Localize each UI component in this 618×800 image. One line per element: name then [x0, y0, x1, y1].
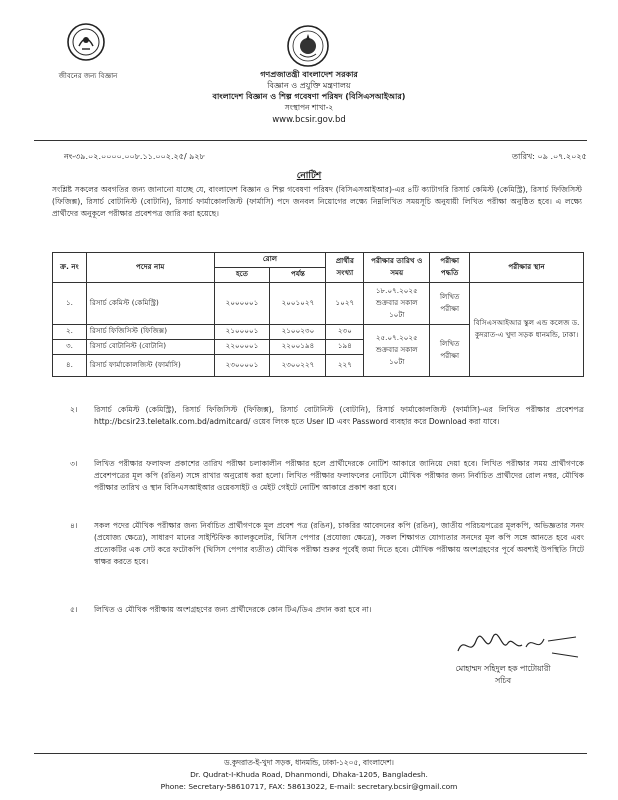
section-name: সংস্থাপন শাখা-২ — [284, 103, 334, 112]
cell-roll-from: ২১০০০০১ — [214, 325, 270, 340]
govt-name: গণপ্রজাতন্ত্রী বাংলাদেশ সরকার — [260, 70, 358, 79]
exam-schedule-table — [52, 252, 584, 377]
cell-exam-type-1: লিখিত পরীক্ষা — [430, 283, 470, 325]
cell-roll-to: ২০০১০২৭ — [270, 283, 326, 325]
ministry-name: বিজ্ঞান ও প্রযুক্তি মন্ত্রণালয় — [267, 81, 351, 90]
point-number: ৪। — [70, 521, 78, 530]
cell-serial: ১. — [53, 283, 87, 325]
cell-roll-from: ২০০০০০১ — [214, 283, 270, 325]
col-serial: ক্র. নং — [53, 253, 87, 283]
point-number: ৩। — [70, 459, 78, 468]
footer-contact: Phone: Secretary-58610717, FAX: 58613022, E-mail: secretary.bcsir@gmail.com — [160, 782, 458, 791]
memo-date: তারিখ: ০৯ .০৭.২০২৫ — [512, 152, 587, 161]
point-number: ৫। — [70, 605, 78, 614]
col-count: প্রার্থীর সংখ্যা — [326, 253, 364, 283]
cell-roll-to: ২৩০০২২৭ — [270, 355, 326, 377]
handwritten-signature — [452, 627, 582, 661]
col-roll-from: হতে — [214, 268, 270, 283]
point-3 — [52, 458, 584, 494]
website: www.bcsir.gov.bd — [272, 115, 346, 125]
intro-paragraph: সংশ্লিষ্ট সকলের অবগতির জন্য জানানো যাচ্ছে যে, বাংলাদেশ বিজ্ঞান ও শিল্প গবেষণা পরিষদ (বিসিএসআইআর)-এর ৪টি ক্যাটাগরি রিসার্চ কেমিস্ট (কেমিস্ট্রি), রিসার্চ ফিজিসিস্ট (ফিজিক্স), রিসার্চ বোটানিস্ট (বোটানি), রিসার্চ ফার্মাকোলজিস্ট (ফার্মাসি) পদে জনবল নিয়োগের লক্ষ্যে নিম্নলিখিত সময়সূচি অনুযায়ী লিখিত পরীক্ষা অনুষ্ঠিত হবে। এ লক্ষ্যে প্রার্থীদের অনুকূলে পরীক্ষার প্রবেশপত্র জারি করা হয়েছে। — [52, 185, 582, 218]
table-row — [53, 283, 584, 325]
cell-serial: ৩. — [53, 340, 87, 355]
cell-roll-to: ২২০০১৯৪ — [270, 340, 326, 355]
logo-caption: জীবনের জন্য বিজ্ঞান — [58, 72, 118, 80]
footer-address-en: Dr. Qudrat-I-Khuda Road, Dhanmondi, Dhaka-1205, Bangladesh. — [190, 770, 428, 779]
cell-post: রিসার্চ ফার্মাকোলজিস্ট (ফার্মাসি) — [86, 355, 214, 377]
col-roll: রোল — [214, 253, 326, 268]
signatory-title: সচিব — [495, 676, 511, 685]
point-5 — [52, 604, 584, 616]
point-text: লিখিত পরীক্ষার ফলাফল প্রকাশের তারিখ পরীক্ষা চলাকালীন পরীক্ষার হলে প্রার্থীদেরকে নোটিশ আকারে জানিয়ে দেয়া হবে। লিখিত পরীক্ষার সময় প্রার্থীগণকে প্রবেশপত্রের মূল কপি (রঙিন) সঙ্গে রাখার অনুরোধ করা হলো। লিখিত পরীক্ষার ফলাফলের নোটিসে মৌখিক পরীক্ষার জন্য নির্বাচিত প্রার্থীদের রোল নম্বর, মৌখিক পরীক্ষার তারিখ ও স্থান বিসিএসআইআর ওয়েবসাইট ও মেইট গেইটে নোটিশ আকারে প্রকাশ করা হবে। — [94, 459, 584, 492]
notice-title: নোটিশ — [296, 171, 322, 181]
point-2 — [52, 404, 584, 428]
cell-date-2: ২৫.০৭.২০২৫ শুক্রবার সকাল ১০টা — [364, 325, 430, 377]
government-seal-logo — [286, 24, 330, 68]
memo-number: নং-৩৯.০২.০০০০.০০৮.১১.০০২.২৫/ ৯২৮ — [64, 152, 205, 161]
col-post: পদের নাম — [86, 253, 214, 283]
footer-address-bn: ড.কুদরাত-ই-খুদা সড়ক, ধানমন্ডি, ঢাকা-১২০৫, বাংলাদেশ। — [224, 758, 394, 767]
bcsir-emblem-logo — [66, 22, 106, 62]
col-datetime: পরীক্ষার তারিখ ও সময় — [364, 253, 430, 283]
cell-serial: ২. — [53, 325, 87, 340]
cell-count: ২২৭ — [326, 355, 364, 377]
cell-count: ১০২৭ — [326, 283, 364, 325]
point-text: লিখিত ও মৌখিক পরীক্ষায় অংশগ্রহণের জন্য প্রার্থীদেরকে কোন টিএ/ডিএ প্রদান করা হবে না। — [94, 605, 372, 614]
col-venue: পরীক্ষার স্থান — [470, 253, 584, 283]
signatory-name: মোহাম্মদ সহিদুল হক পাটোয়ারী — [455, 664, 551, 673]
footer-divider — [34, 753, 587, 754]
col-roll-to: পর্যন্ত — [270, 268, 326, 283]
cell-roll-to: ২১০০২৩০ — [270, 325, 326, 340]
header-divider — [34, 140, 587, 141]
cell-count: ২৩০ — [326, 325, 364, 340]
cell-roll-from: ২২০০০০১ — [214, 340, 270, 355]
cell-post: রিসার্চ বোটানিস্ট (বোটানি) — [86, 340, 214, 355]
cell-post: রিসার্চ ফিজিসিস্ট (ফিজিক্স) — [86, 325, 214, 340]
cell-post: রিসার্চ কেমিস্ট (কেমিস্ট্রি) — [86, 283, 214, 325]
point-text: রিসার্চ কেমিস্ট (কেমিস্ট্রি), রিসার্চ ফিজিসিস্ট (ফিজিক্স), রিসার্চ বোটানিস্ট (বোটানি), রিসার্চ ফার্মাকোলজিস্ট (ফার্মাসি)-এর লিখিত পরীক্ষার প্রবেশপত্র http://bcsir23.teletalk.com.bd/admitcard/ ওয়েব লিংক হতে User ID এবং Password ব্যবহার করে Download করা যাবে। — [94, 405, 584, 426]
point-text: সকল পদের মৌখিক পরীক্ষার জন্য নির্বাচিত প্রার্থীগণকে মূল প্রবেশ পত্র (রঙিন), চাকরির আবেদনের কপি (রঙিন), জাতীয় পরিচয়পত্রের মূলকপি, অভিজ্ঞতার সনদ (প্রযোজ্য ক্ষেত্রে), সাধারণ মানের সাইন্টিফিক ক্যালকুলেটর, থিসিস পেপার (প্রযোজ্য ক্ষেত্রে), সকল শিক্ষাগত যোগ্যতার সনদের মূল কপি সঙ্গে আনতে হবে এবং প্রত্যেকটির এক সেট করে ফটোকপি (থিসিস পেপার ব্যতীত) মৌখিক পরীক্ষা শুরুর পূর্বেই জমা দিতে হবে। মৌখিক পরীক্ষায় অংশগ্রহণের পূর্বে অবশ্যই উপস্থিতি সিটে স্বাক্ষর করতে হবে। — [94, 521, 584, 566]
organization-name: বাংলাদেশ বিজ্ঞান ও শিল্প গবেষণা পরিষদ (বিসিএসআইআর) — [212, 92, 406, 101]
table-header-row — [53, 253, 584, 268]
cell-roll-from: ২৩০০০০১ — [214, 355, 270, 377]
cell-count: ১৯৪ — [326, 340, 364, 355]
point-number: ২। — [70, 405, 78, 414]
cell-exam-type-2: লিখিত পরীক্ষা — [430, 325, 470, 377]
cell-venue: বিসিএসআইআর স্কুল এন্ড কলেজ ড. কুদরাত-এ খুদা সড়ক ধানমন্ডি, ঢাকা। — [470, 283, 584, 377]
col-type: পরীক্ষা পদ্ধতি — [430, 253, 470, 283]
cell-date-1: ১৮.০৭.২০২৫ শুক্রবার সকাল ১০টা — [364, 283, 430, 325]
cell-serial: ৪. — [53, 355, 87, 377]
point-4 — [52, 520, 584, 568]
